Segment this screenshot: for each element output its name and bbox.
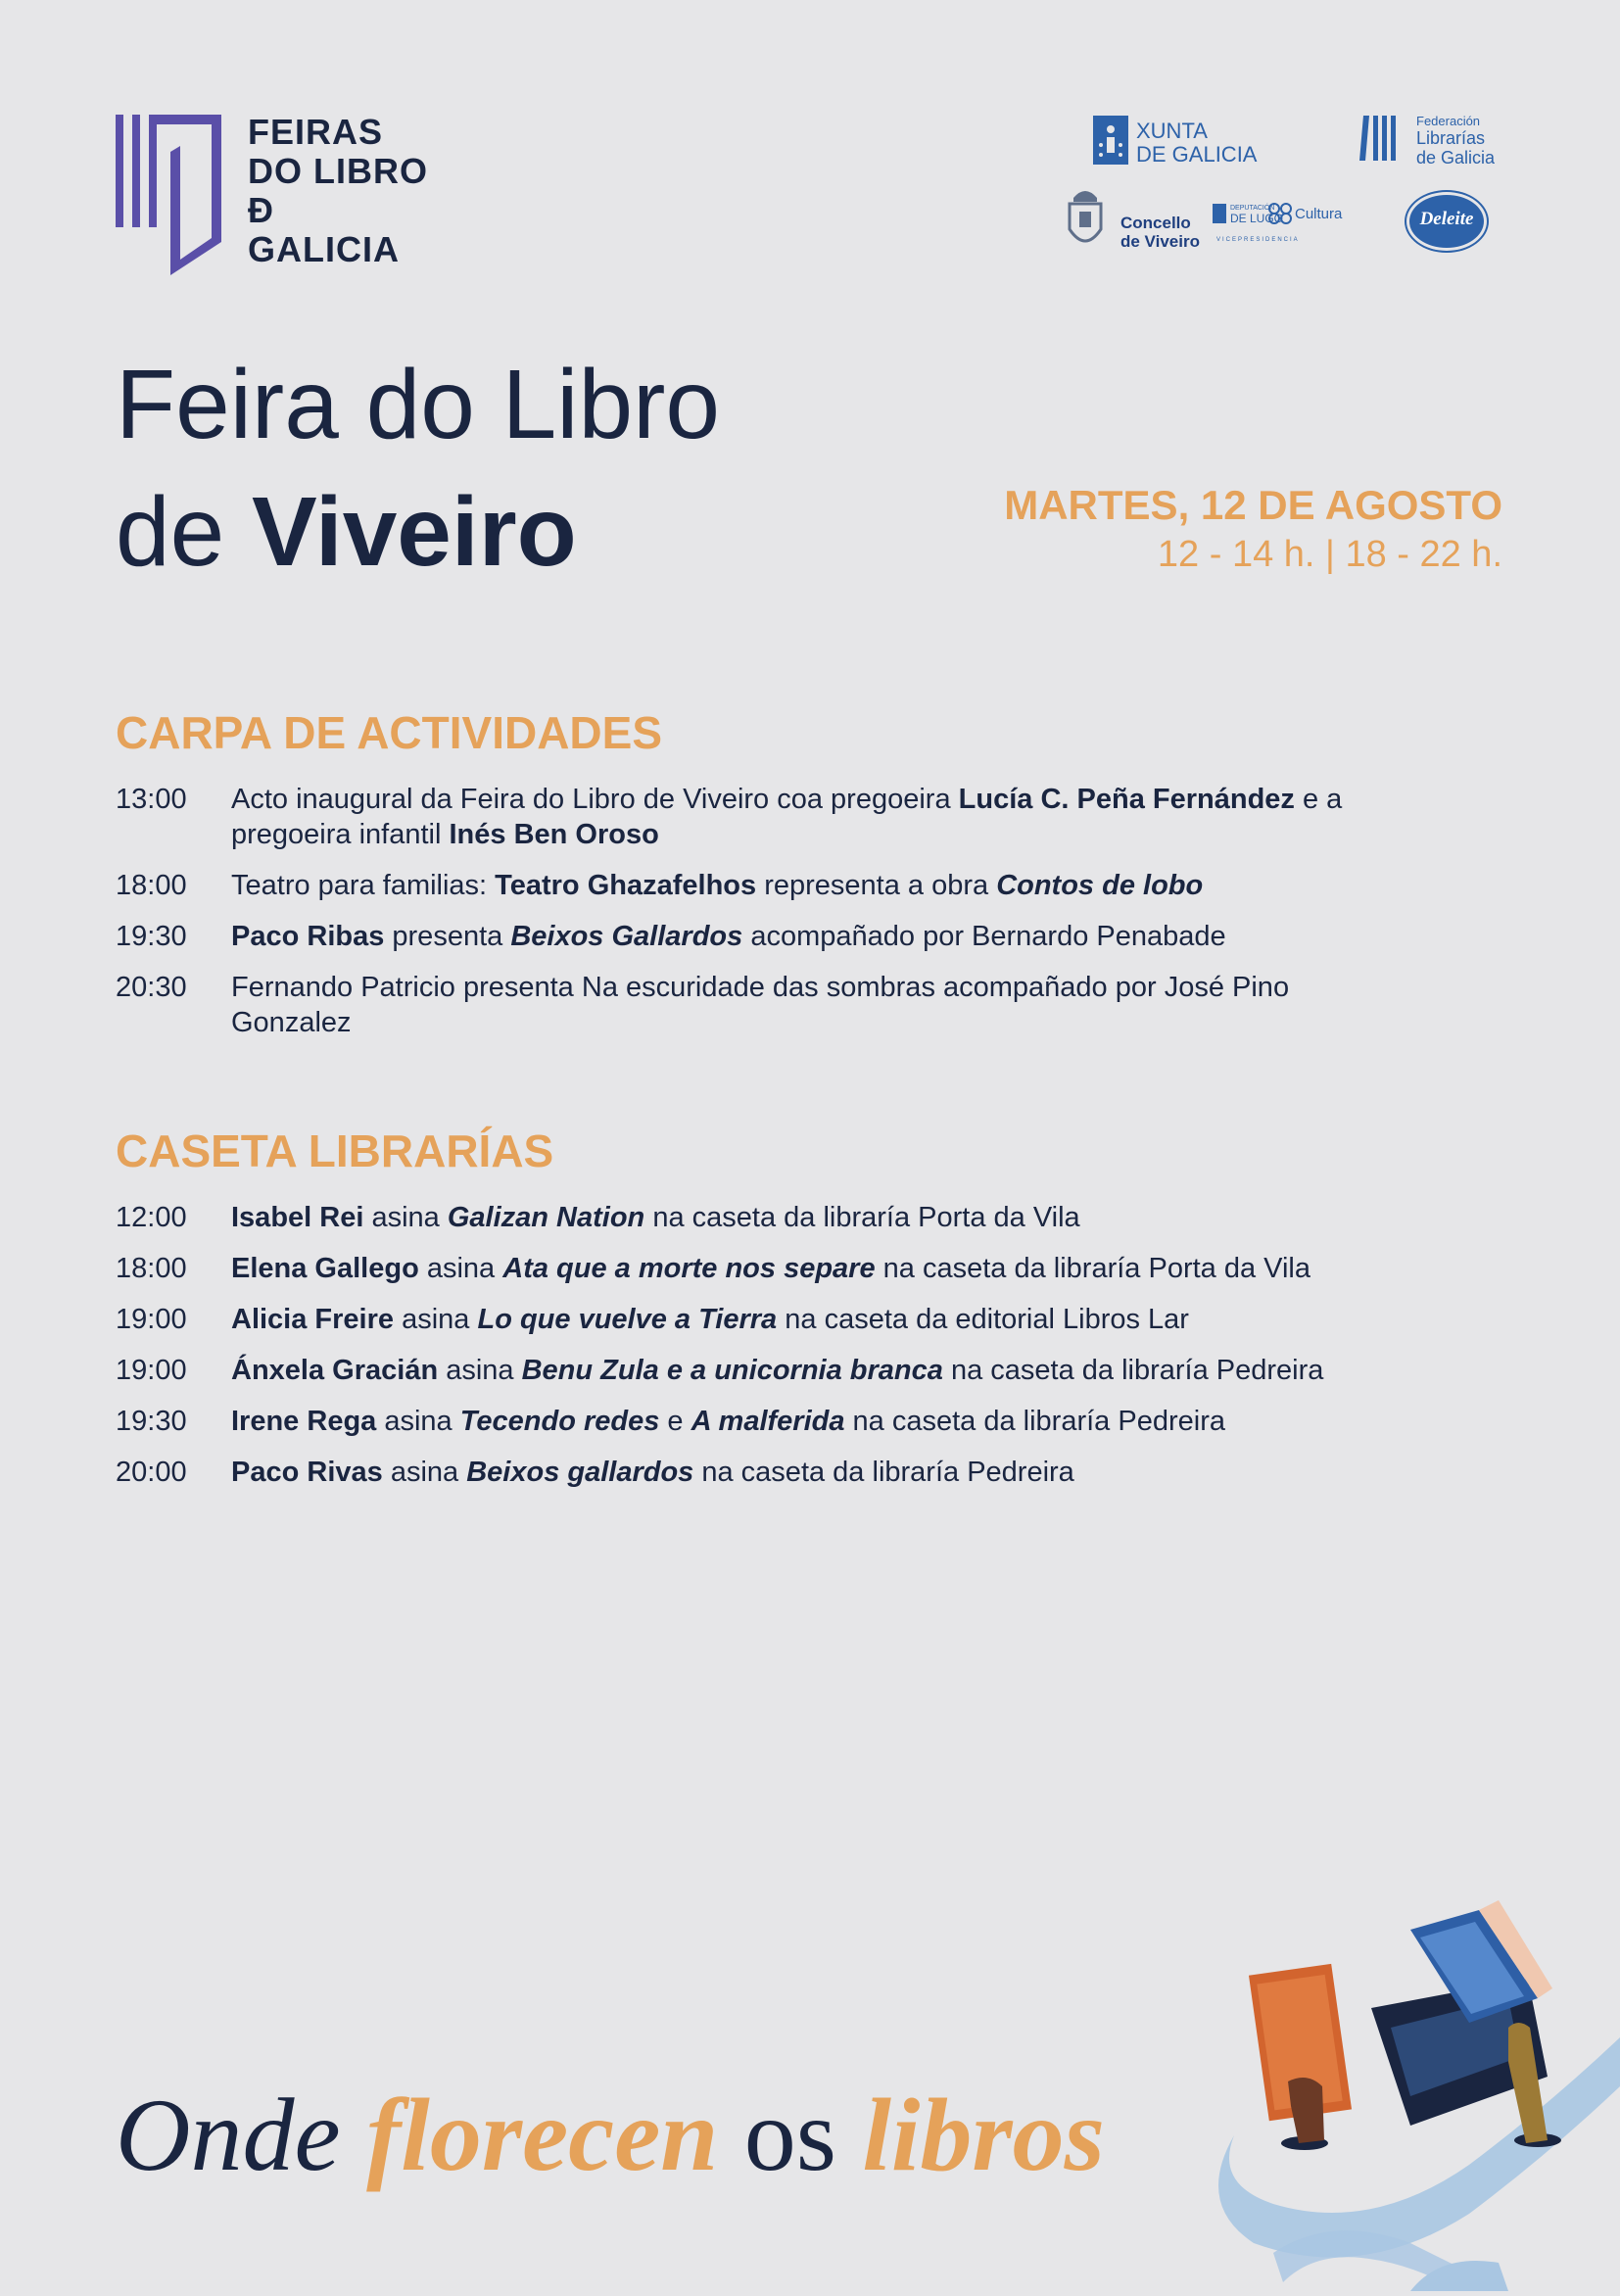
caseta-text-part: e — [659, 1406, 691, 1437]
caseta-text-part: asina — [418, 1253, 503, 1284]
carpa-row — [116, 782, 1389, 852]
caseta-text-part: asina — [376, 1406, 460, 1437]
slogan-word-1: Onde — [116, 2078, 367, 2192]
caseta-text-part: Galizan Nation — [447, 1202, 645, 1233]
caseta-text-part: asina — [363, 1202, 448, 1233]
deputacion-shield-icon — [1213, 204, 1226, 223]
caseta-row — [116, 1251, 1389, 1286]
carpa-time: 13:00 — [116, 784, 187, 815]
carpa-text-part: representa a obra — [756, 870, 997, 901]
event-date — [1004, 480, 1502, 578]
carpa-text-part: Beixos Gallardos — [510, 921, 743, 952]
caseta-row — [116, 1302, 1389, 1337]
federacion-bars-icon — [1358, 114, 1403, 163]
carpa-row — [116, 919, 1389, 954]
caseta-text-part: na caseta da editorial Libros Lar — [777, 1304, 1189, 1335]
caseta-row — [116, 1455, 1389, 1490]
caseta-time: 12:00 — [116, 1202, 187, 1233]
logo-line-2: DO LIBRO — [248, 151, 428, 191]
carpa-time: 20:30 — [116, 972, 187, 1003]
vicepresidencia-label: VICEPRESIDENCIA — [1216, 237, 1300, 243]
carpa-description — [231, 868, 1377, 903]
deputacion-line-2: DE LUGO — [1230, 212, 1284, 225]
xunta-line-2: DE GALICIA — [1136, 142, 1258, 167]
caseta-row — [116, 1200, 1389, 1235]
caseta-text-part: Irene Rega — [231, 1406, 377, 1437]
caseta-text-part: A malferida — [691, 1406, 845, 1437]
deleite-label: Deleite — [1419, 209, 1474, 229]
carpa-time: 18:00 — [116, 870, 187, 901]
cultura-label: Cultura — [1295, 206, 1343, 222]
carpa-row — [116, 970, 1389, 1040]
caseta-description — [231, 1251, 1377, 1286]
carpa-description — [231, 919, 1377, 954]
caseta-text-part: asina — [438, 1355, 522, 1386]
title-line-2 — [116, 468, 720, 596]
caseta-time: 19:30 — [116, 1406, 187, 1437]
caseta-text-part: Elena Gallego — [231, 1253, 419, 1284]
carpa-section — [116, 705, 1389, 1056]
logo-line-3: Đ GALICIA — [248, 190, 400, 269]
carpa-text-part: Inés Ben Oroso — [449, 819, 659, 850]
sponsor-logos — [1093, 108, 1504, 264]
caseta-text-part: Beixos gallardos — [466, 1457, 694, 1488]
logo-wordmark — [248, 113, 429, 269]
caseta-row — [116, 1353, 1389, 1388]
carpa-heading: CARPA DE ACTIVIDADES — [116, 707, 662, 758]
caseta-section — [116, 1124, 1389, 1506]
caseta-description — [231, 1200, 1377, 1235]
carpa-row — [116, 868, 1389, 903]
deleite-logo — [1406, 192, 1487, 251]
xunta-shield-icon — [1093, 116, 1128, 165]
carpa-time: 19:30 — [116, 921, 187, 952]
caseta-time: 19:00 — [116, 1355, 187, 1386]
coat-of-arms-icon — [1066, 184, 1105, 253]
caseta-text-part: Isabel Rei — [231, 1202, 364, 1233]
page-title — [116, 341, 720, 596]
feiras-logo — [116, 113, 429, 279]
event-day: MARTES, 12 DE AGOSTO — [1004, 482, 1502, 528]
carpa-text-part: Acto inaugural da Feira do Libro de Viveiro coa pregoeira — [231, 784, 959, 815]
title-line-1: Feira do Libro — [116, 350, 720, 459]
caseta-text-part: Ánxela Gracián — [231, 1355, 439, 1386]
carpa-description — [231, 970, 1377, 1040]
caseta-text-part: Ata que a morte nos separe — [502, 1253, 876, 1284]
caseta-description — [231, 1455, 1377, 1490]
caseta-description — [231, 1404, 1377, 1439]
xunta-line-1: XUNTA — [1136, 119, 1208, 143]
federacion-line-1: Federación — [1416, 114, 1481, 128]
carpa-text-part: Paco Ribas — [231, 921, 385, 952]
slogan — [116, 2077, 1105, 2194]
concello-line-2: de Viveiro — [1120, 232, 1200, 251]
hands-holding-books-icon — [1215, 1890, 1620, 2291]
carpa-text-part: Teatro para familias: — [231, 870, 496, 901]
caseta-description — [231, 1353, 1377, 1388]
title-town: Viveiro — [252, 477, 577, 587]
title-line-2-prefix: de — [116, 477, 253, 587]
carpa-list — [116, 782, 1389, 1040]
caseta-text-part: Alicia Freire — [231, 1304, 395, 1335]
federacion-line-3: de Galicia — [1416, 148, 1496, 167]
caseta-text-part: Lo que vuelve a Tierra — [477, 1304, 778, 1335]
caseta-text-part: na caseta da libraría Porta da Vila — [644, 1202, 1080, 1233]
event-hours: 12 - 14 h. | 18 - 22 h. — [1157, 534, 1502, 575]
caseta-row — [116, 1404, 1389, 1439]
carpa-text-part: acompañado por Bernardo Penabade — [742, 921, 1226, 952]
slogan-word-2: florecen — [366, 2078, 719, 2192]
deputacion-line-1: DEPUTACIÓN — [1230, 205, 1275, 212]
caseta-heading: CASETA LIBRARÍAS — [116, 1125, 554, 1176]
caseta-text-part: na caseta da libraría Pedreira — [844, 1406, 1225, 1437]
caseta-text-part: Benu Zula e a unicornia branca — [521, 1355, 943, 1386]
caseta-text-part: na caseta da libraría Pedreira — [693, 1457, 1074, 1488]
caseta-time: 18:00 — [116, 1253, 187, 1284]
caseta-time: 19:00 — [116, 1304, 187, 1335]
carpa-text-part: e a pregoeira infantil — [231, 784, 1343, 850]
cultura-knot-icon — [1267, 202, 1293, 225]
carpa-text-part: Teatro Ghazafelhos — [495, 870, 757, 901]
carpa-text-part: Lucía C. Peña Fernández — [958, 784, 1295, 815]
book-logo-icon — [116, 113, 233, 279]
caseta-text-part: na caseta da libraría Pedreira — [942, 1355, 1324, 1386]
caseta-text-part: na caseta da libraría Porta da Vila — [875, 1253, 1310, 1284]
caseta-description — [231, 1302, 1377, 1337]
caseta-text-part: Tecendo redes — [459, 1406, 660, 1437]
carpa-text-part: presenta — [384, 921, 511, 952]
carpa-description — [231, 782, 1377, 852]
slogan-word-4: libros — [862, 2078, 1105, 2192]
concello-line-1: Concello — [1120, 214, 1191, 232]
caseta-text-part: Paco Rivas — [231, 1457, 383, 1488]
federacion-line-2: Librarías — [1416, 128, 1486, 148]
caseta-text-part: asina — [394, 1304, 478, 1335]
caseta-text-part: asina — [382, 1457, 467, 1488]
caseta-list — [116, 1200, 1389, 1490]
books-illustration — [1215, 1890, 1620, 2291]
logo-line-1: FEIRAS — [248, 112, 384, 152]
caseta-time: 20:00 — [116, 1457, 187, 1488]
slogan-word-3: os — [718, 2078, 863, 2192]
carpa-text-part: Fernando Patricio presenta Na escuridade das sombras acompañado por José Pino Gonzalez — [231, 972, 1290, 1038]
carpa-text-part: Contos de lobo — [996, 870, 1204, 901]
